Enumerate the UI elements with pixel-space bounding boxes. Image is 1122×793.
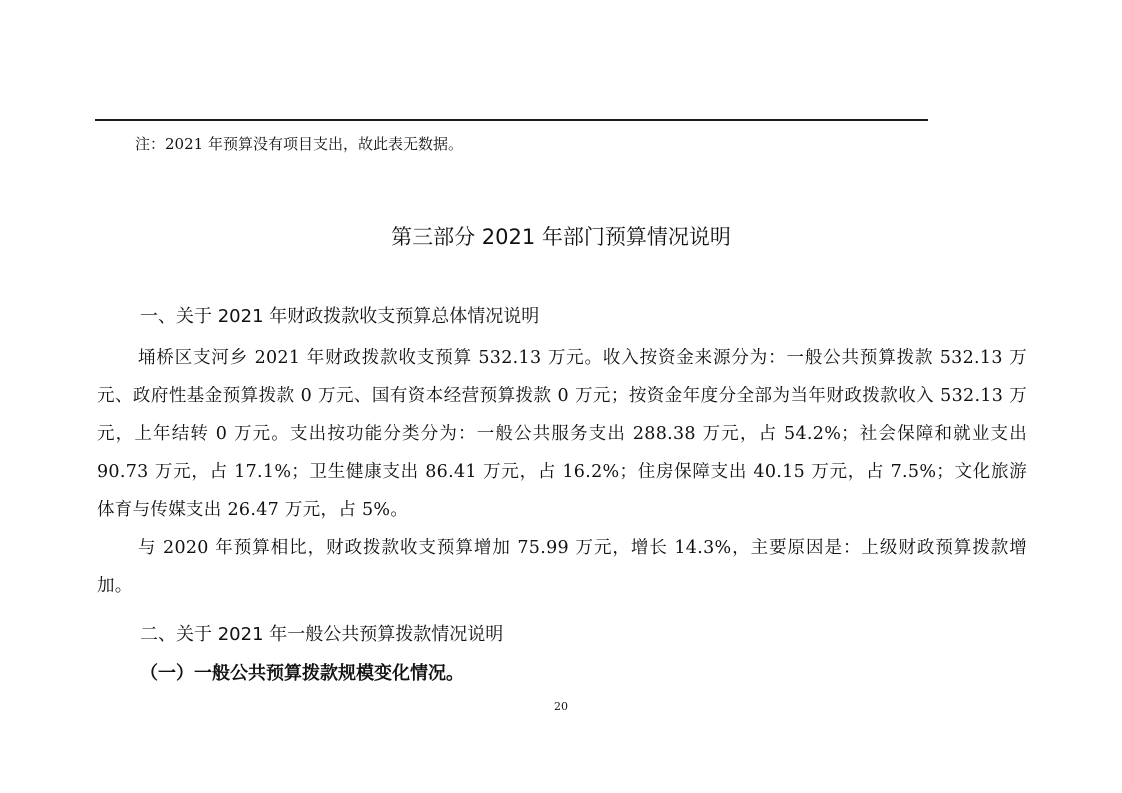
part-title: 第三部分 2021 年部门预算情况说明 (391, 225, 731, 249)
section-heading-1: 一、关于 2021 年财政拨款收支预算总体情况说明 (140, 306, 540, 327)
paragraph-budget-comparison: 与 2020 年预算相比，财政拨款收支预算增加 75.99 万元，增长 14.3%，主要原因是：上级财政预算拨款增加。 (97, 538, 1027, 596)
table-note: 注：2021 年预算没有项目支出，故此表无数据。 (135, 135, 463, 153)
page-number: 20 (554, 700, 568, 713)
subsection-heading: （一）一般公共预算拨款规模变化情况。 (140, 663, 464, 684)
table-bottom-rule (95, 119, 928, 121)
section-heading-2: 二、关于 2021 年一般公共预算拨款情况说明 (140, 624, 504, 645)
section-1-body (97, 339, 1027, 605)
paragraph-budget-overview: 埇桥区支河乡 2021 年财政拨款收支预算 532.13 万元。收入按资金来源分为：一般公共预算拨款 532.13 万元、政府性基金预算拨款 0 万元、国有资本经营预算拨款 0 万元；按资金年度分全部为当年财政拨款收入 532.13 万元，上年结转 0 万元。支出按功能分类分为：一般公共服务支出 288.38 万元，占 54.2%；社会保障和就业支出 90.73 万元，占 17.1%；卫生健康支出 86.41 万元，占 16.2%；住房保障支出 40.15 万元，占 7.5%；文化旅游体育与传媒支出 26.47 万元，占 5%。 (97, 348, 1027, 520)
